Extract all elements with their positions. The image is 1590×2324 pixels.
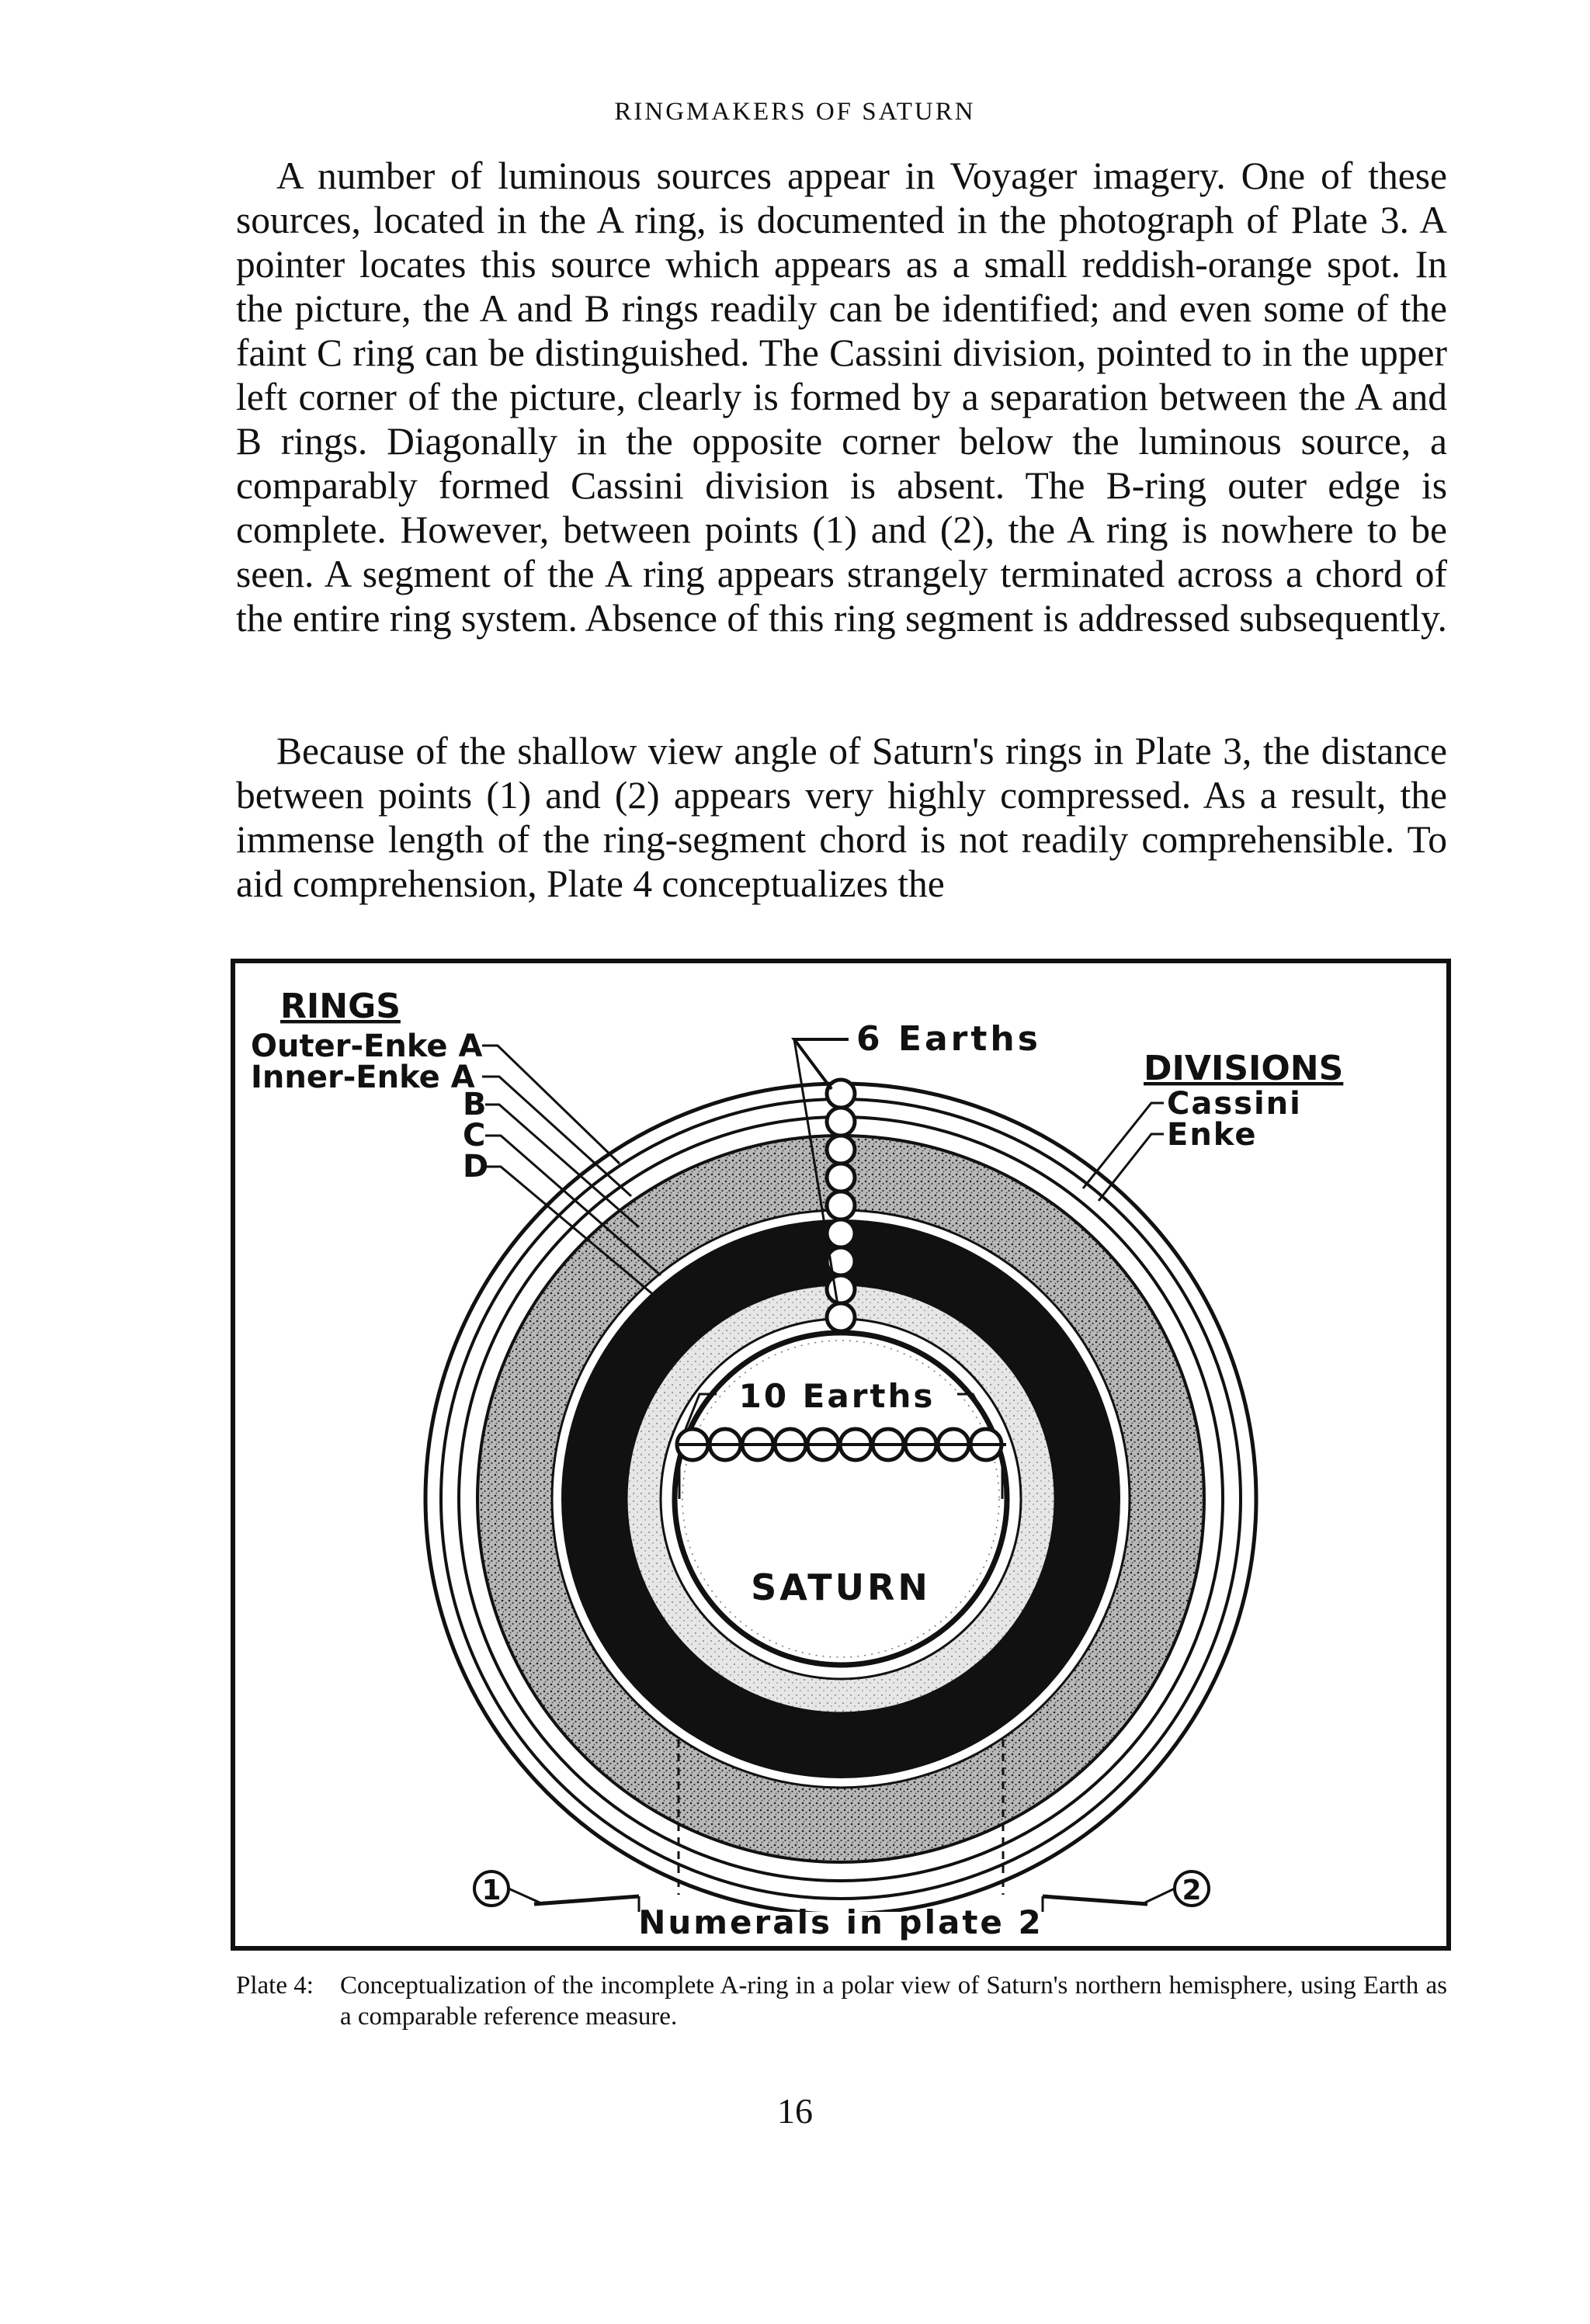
point-1-marker [474,1871,540,1906]
paragraph-1: A number of luminous sources appear in Voyager imagery. One of these sources, located in the A ring, is documented in the photograph of Plate 3. A pointer locates this source which appears as a small reddish-orange spot. In the picture, the A and B rings readily can be identified; and even some of the faint C ring can be distinguished. The Cassini division, pointed to in the upper left corner of the picture, clearly is formed by a separation between the A and B rings. Diagonally in the opposite corner below the luminous source, a comparably formed Cassini division is absent. The B-ring outer edge is complete. However, between points (1) and (2), the A ring is nowhere to be seen. A segment of the A ring appears strangely terminated across a chord of the entire ring system. Absence of this ring segment is addressed subsequently. [236,154,1447,640]
numerals-note: Numerals in plate 2 [638,1903,1043,1941]
paragraph-2: Because of the shallow view angle of Saturn's rings in Plate 3, the distance between points (1) and (2) appears very highly compressed. As a result, the immense length of the ring-segment chord is not readily comprehensible. To aid comprehension, Plate 4 conceptualizes the [236,730,1447,905]
ring-label-d: D [463,1149,489,1185]
division-label-cassini: Cassini [1167,1086,1302,1122]
six-earths-chain [827,1080,855,1331]
ring-label-c: C [463,1118,486,1153]
page-number: 16 [777,2091,813,2131]
ring-label-b: B [463,1087,487,1122]
running-head: RINGMAKERS OF SATURN [614,98,976,126]
ring-label-outer-enke-a: Outer-Enke A [251,1028,483,1064]
divisions-heading: DIVISIONS [1144,1049,1344,1088]
svg-text:1: 1 [481,1875,502,1906]
six-earths-label: 6 Earths [856,1019,1041,1059]
ring-label-inner-enke-a: Inner-Enke A [251,1060,475,1095]
ten-earths-label: 10 Earths [738,1377,936,1415]
saturn-label: SATURN [751,1566,931,1608]
svg-text:2: 2 [1182,1875,1202,1906]
caption-text: Conceptualization of the incomplete A-ring in a polar view of Saturn's northern hemisphere, using Earth as a comparable reference measure. [340,1972,1447,2031]
caption-label: Plate 4: [236,1972,314,2000]
rings-heading: RINGS [280,987,401,1026]
division-label-enke: Enke [1167,1117,1258,1153]
plate-4-figure [231,959,1451,1951]
point-2-marker [1145,1871,1209,1906]
saturn-polar-diagram [235,963,1446,1946]
